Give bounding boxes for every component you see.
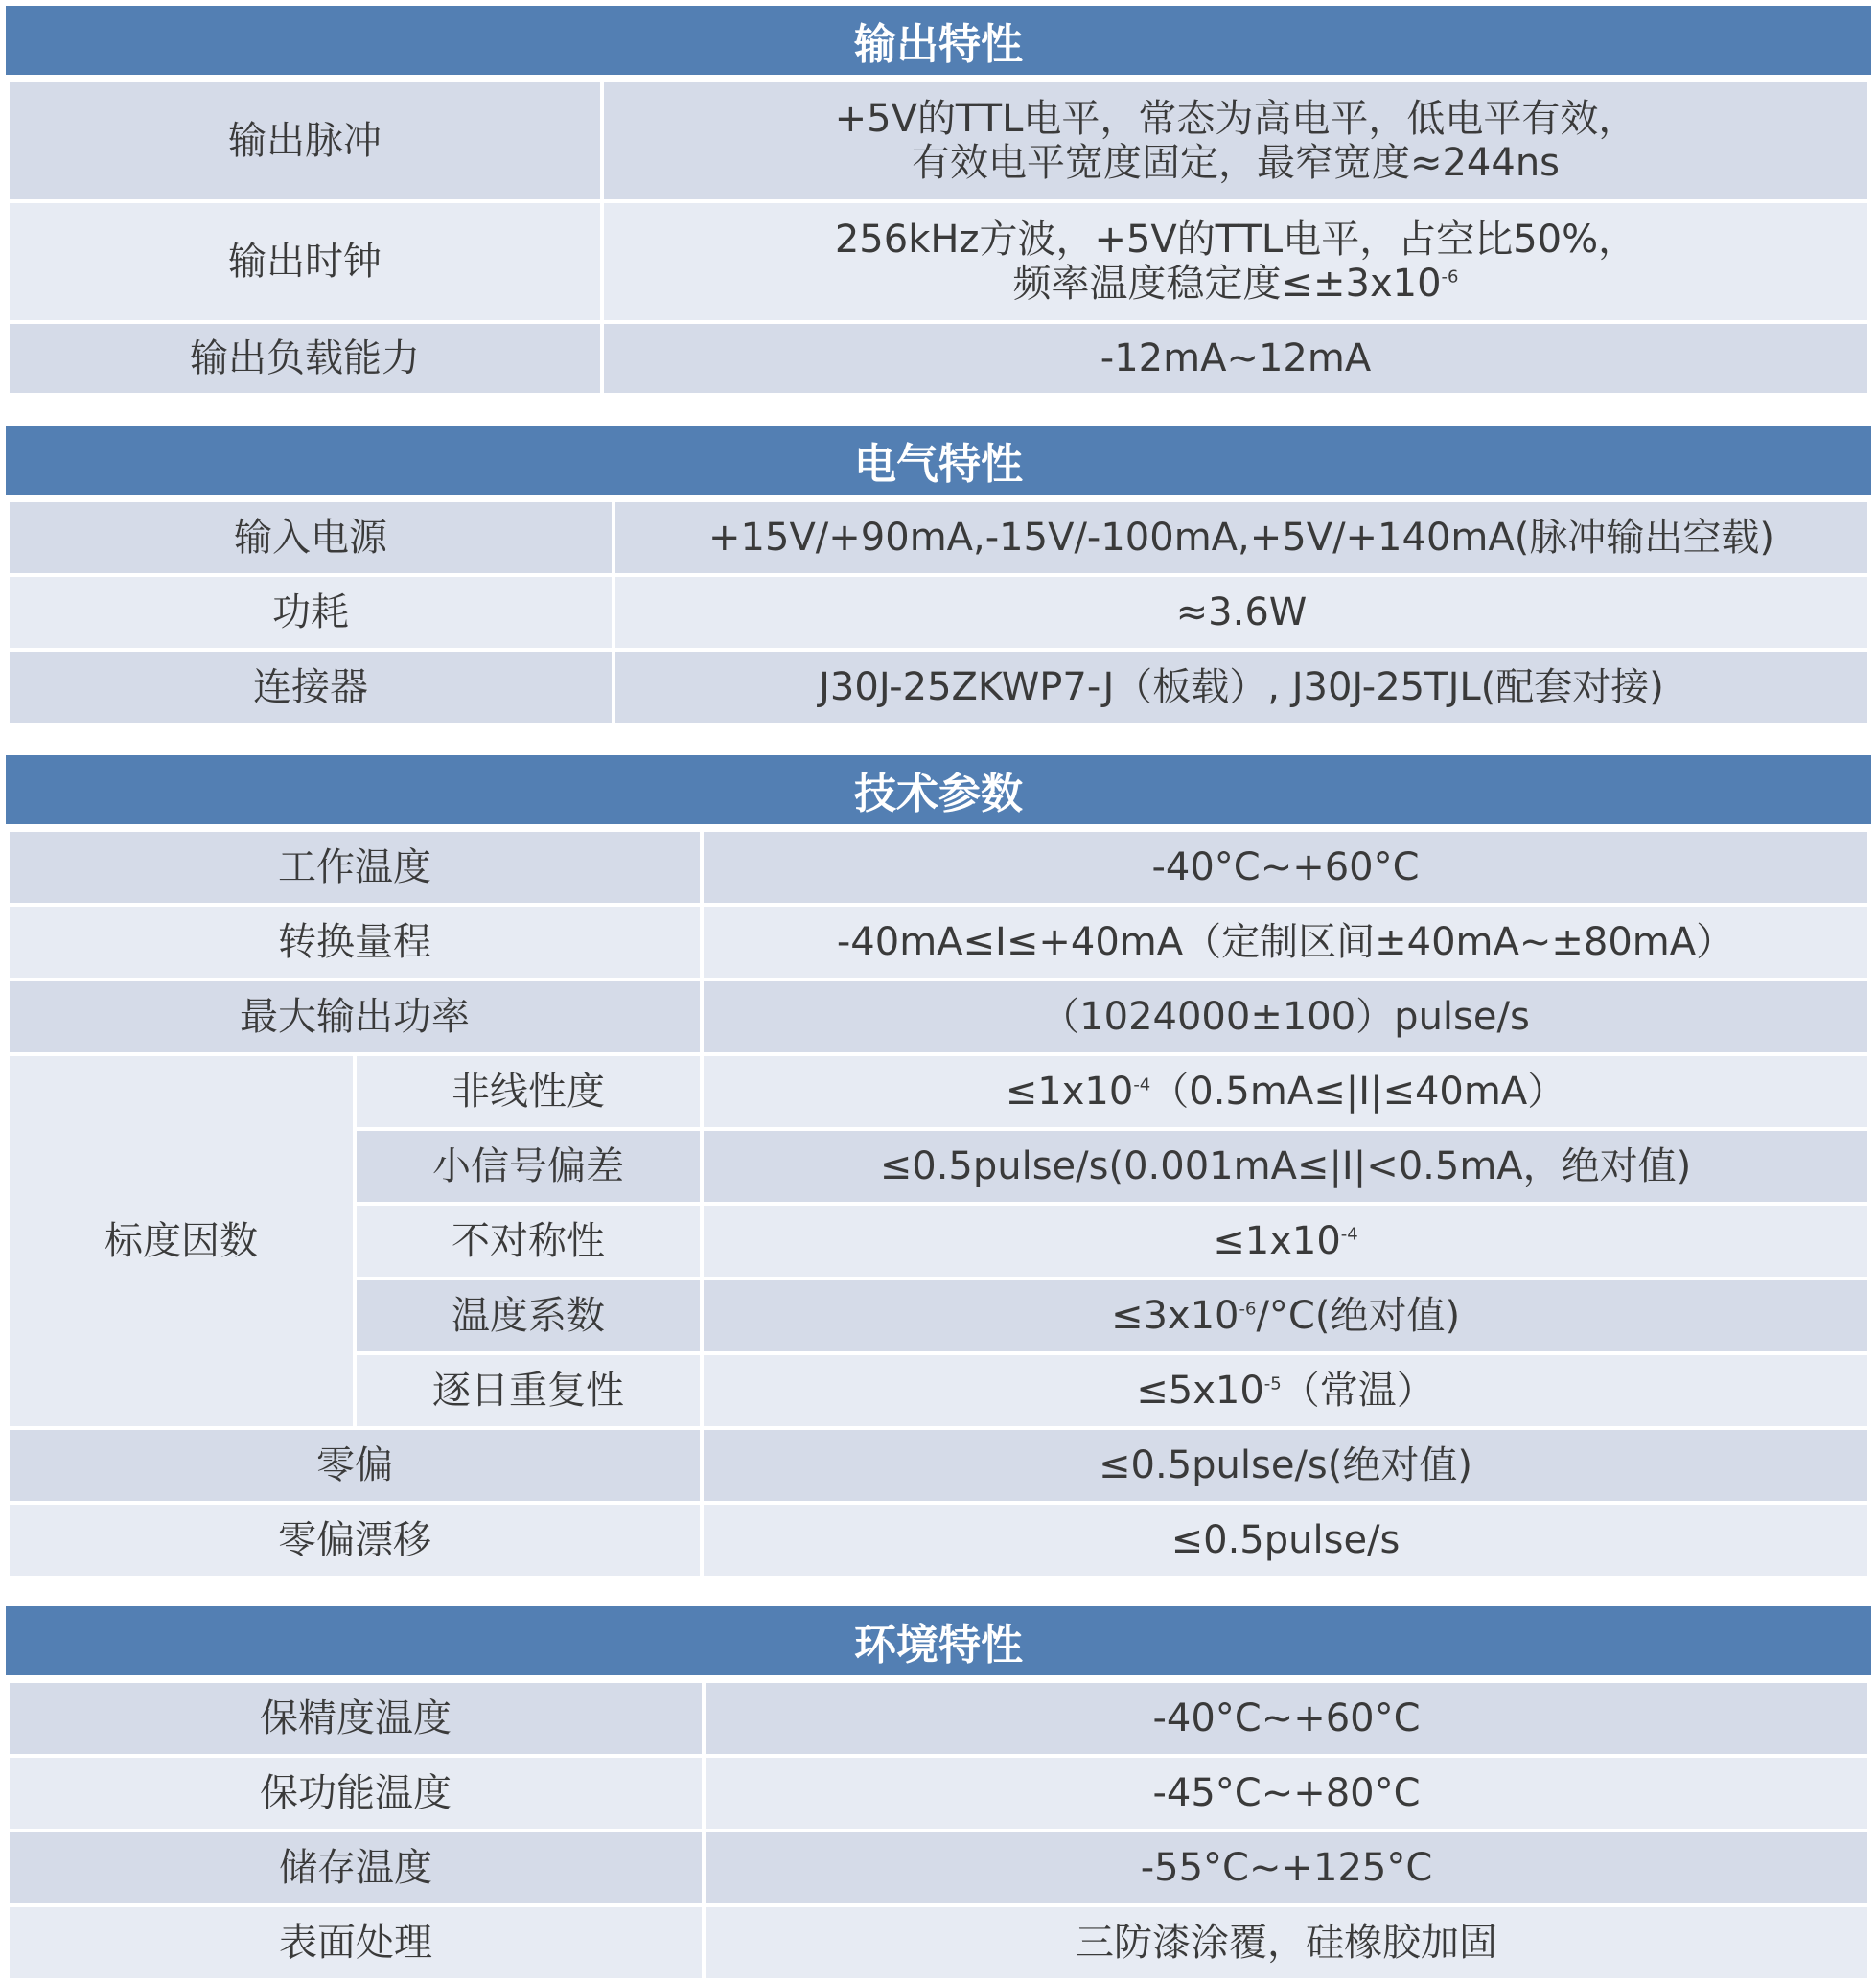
table-row	[8, 575, 1869, 650]
row-value: +15V/+90mA,-15V/-100mA,+5V/+140mA(脉冲输出空载)	[614, 500, 1869, 575]
row-label: 最大输出功率	[8, 979, 702, 1054]
row-value: ≤0.5pulse/s(0.001mA≤|I|<0.5mA，绝对值)	[702, 1129, 1869, 1204]
group-label: 标度因数	[8, 1054, 355, 1428]
row-label: 转换量程	[8, 905, 702, 979]
exponent: -6	[1239, 1299, 1257, 1320]
row-value: J30J-25ZKWP7-J（板载）, J30J-25TJL(配套对接)	[614, 650, 1869, 725]
value-text: （常温）	[1281, 1369, 1435, 1413]
row-value: -40mA≤I≤+40mA（定制区间±40mA~±80mA）	[702, 905, 1869, 979]
row-value: -40°C~+60°C	[704, 1681, 1869, 1756]
row-label: 输出负载能力	[8, 322, 602, 395]
table-row	[8, 650, 1869, 725]
row-value: -12mA~12mA	[602, 322, 1869, 395]
row-value: ≤0.5pulse/s	[702, 1503, 1869, 1578]
section-title: 环境特性	[6, 1606, 1871, 1679]
table-row	[8, 905, 1869, 979]
row-value: ≈3.6W	[614, 575, 1869, 650]
row-label: 输入电源	[8, 500, 614, 575]
row-label: 工作温度	[8, 830, 702, 905]
table-row	[8, 1054, 1869, 1129]
section-title: 电气特性	[6, 426, 1871, 498]
value-line: 频率温度稳定度≤±3x10	[1012, 262, 1442, 306]
row-value: 三防漆涂覆，硅橡胶加固	[704, 1905, 1869, 1980]
row-label: 功耗	[8, 575, 614, 650]
section-environment	[6, 1606, 1871, 1982]
row-label: 表面处理	[8, 1905, 704, 1980]
row-value	[702, 1279, 1869, 1353]
row-label: 零偏漂移	[8, 1503, 702, 1578]
exponent: -6	[1441, 266, 1459, 288]
spec-table	[6, 79, 1871, 397]
value-text: ≤1x10	[1005, 1070, 1134, 1114]
row-label: 不对称性	[355, 1204, 702, 1279]
row-value	[702, 1353, 1869, 1428]
row-label: 零偏	[8, 1428, 702, 1503]
spec-table	[6, 1679, 1871, 1982]
table-row	[8, 1428, 1869, 1503]
exponent: -4	[1340, 1224, 1358, 1245]
row-value: -55°C~+125°C	[704, 1831, 1869, 1905]
value-line-with-exponent	[614, 262, 1858, 306]
table-row	[8, 1905, 1869, 1980]
section-title: 输出特性	[6, 6, 1871, 79]
value-text: （0.5mA≤|I|≤40mA）	[1150, 1070, 1566, 1114]
row-label: 小信号偏差	[355, 1129, 702, 1204]
row-value: （1024000±100）pulse/s	[702, 979, 1869, 1054]
row-label: 非线性度	[355, 1054, 702, 1129]
table-row	[8, 81, 1869, 201]
value-text: ≤3x10	[1110, 1294, 1239, 1338]
row-label: 保精度温度	[8, 1681, 704, 1756]
row-label: 连接器	[8, 650, 614, 725]
row-value	[702, 1204, 1869, 1279]
row-value	[702, 1054, 1869, 1129]
row-label: 温度系数	[355, 1279, 702, 1353]
row-label: 输出时钟	[8, 201, 602, 322]
spec-table	[6, 498, 1871, 726]
value-text: /°C(绝对值)	[1256, 1294, 1461, 1338]
row-value	[602, 81, 1869, 201]
value-line: 有效电平宽度固定，最窄宽度≈244ns	[911, 141, 1561, 185]
section-technical	[6, 755, 1871, 1579]
exponent: -5	[1263, 1373, 1282, 1394]
row-value: -45°C~+80°C	[704, 1756, 1869, 1831]
value-line: +5V的TTL电平，常态为高电平，低电平有效，	[834, 97, 1637, 141]
table-row	[8, 201, 1869, 322]
row-value	[602, 201, 1869, 322]
table-row	[8, 830, 1869, 905]
row-label: 逐日重复性	[355, 1353, 702, 1428]
table-row	[8, 500, 1869, 575]
value-text: ≤1x10	[1213, 1219, 1341, 1263]
table-row	[8, 1503, 1869, 1578]
section-title: 技术参数	[6, 755, 1871, 828]
row-label: 输出脉冲	[8, 81, 602, 201]
row-value: -40°C~+60°C	[702, 830, 1869, 905]
row-label: 储存温度	[8, 1831, 704, 1905]
section-output	[6, 6, 1871, 397]
spec-table	[6, 828, 1871, 1579]
section-electrical	[6, 426, 1871, 726]
exponent: -4	[1133, 1074, 1151, 1095]
table-row	[8, 1831, 1869, 1905]
table-row	[8, 322, 1869, 395]
table-row	[8, 979, 1869, 1054]
table-row	[8, 1681, 1869, 1756]
value-text: ≤5x10	[1136, 1369, 1264, 1413]
row-value: ≤0.5pulse/s(绝对值)	[702, 1428, 1869, 1503]
table-row	[8, 1756, 1869, 1831]
value-line: 256kHz方波，+5V的TTL电平，占空比50%，	[834, 218, 1637, 262]
row-label: 保功能温度	[8, 1756, 704, 1831]
